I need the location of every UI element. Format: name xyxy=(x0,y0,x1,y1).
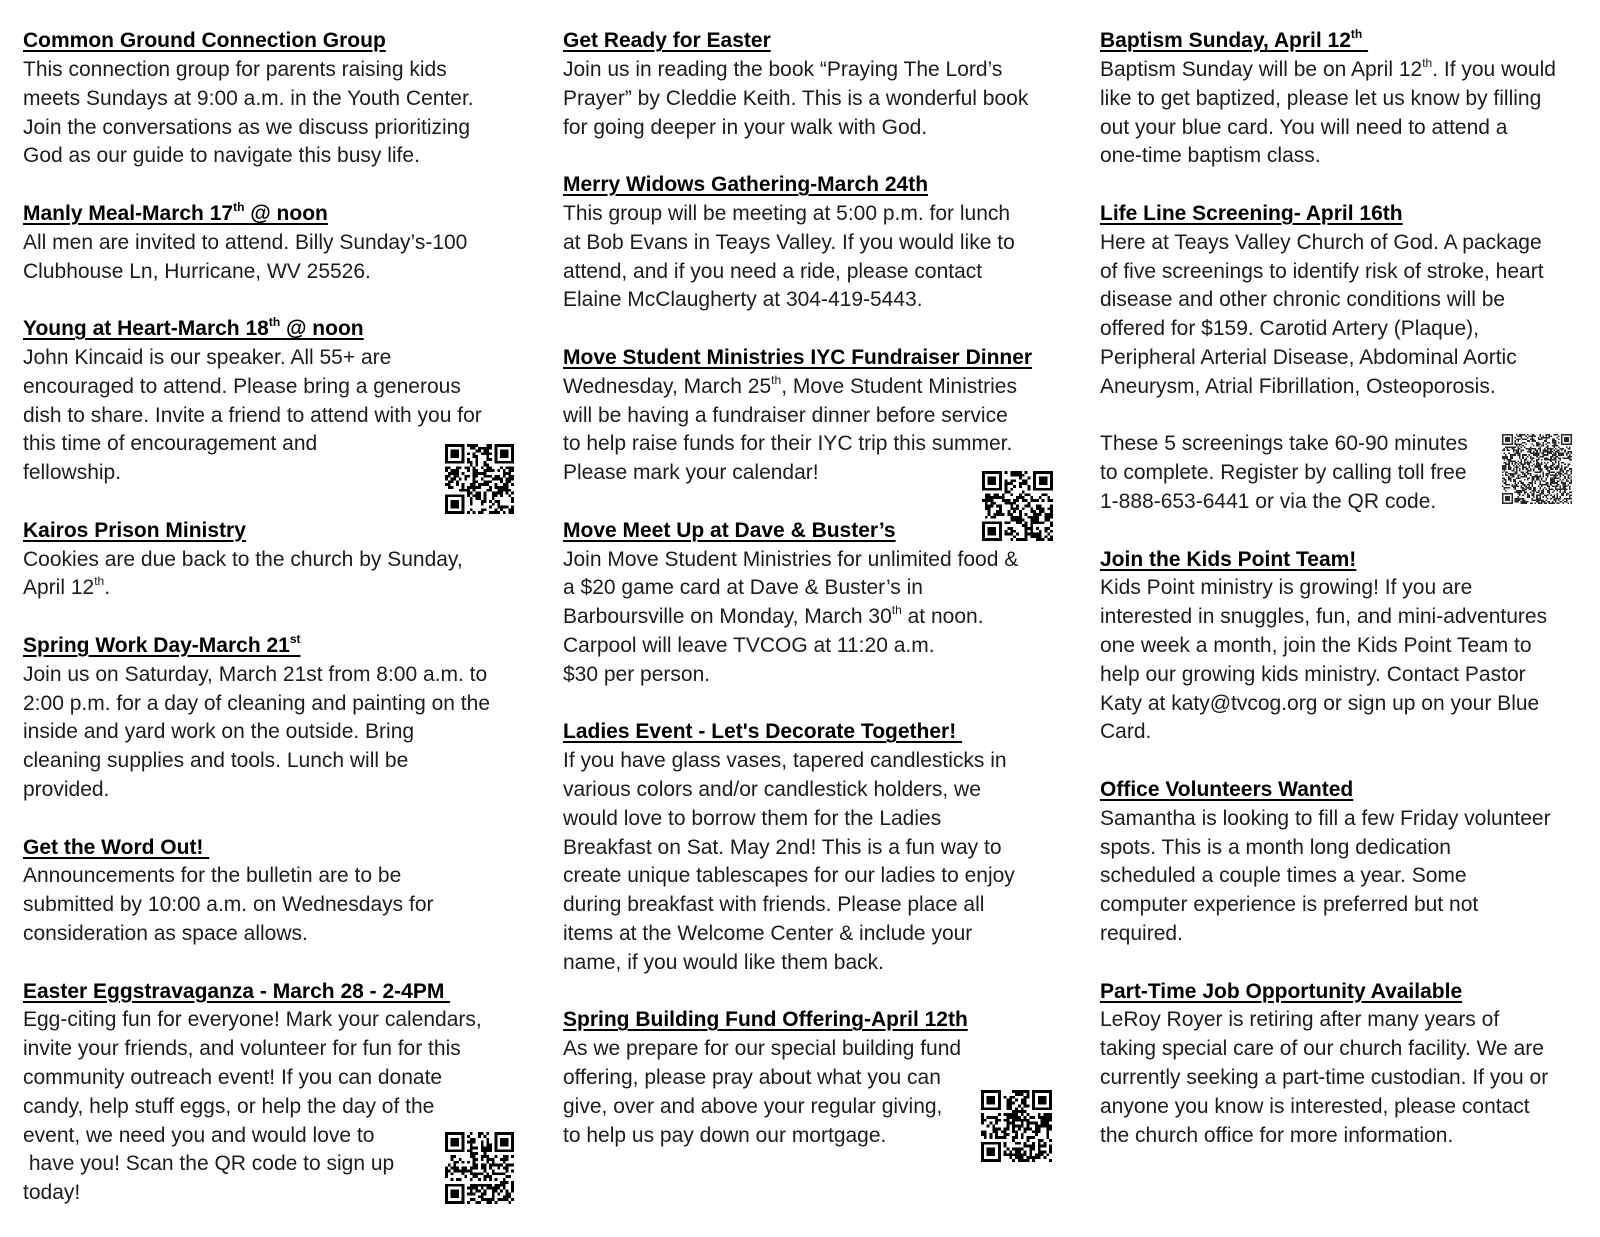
ordinal-suffix: st xyxy=(289,632,301,647)
body-line xyxy=(563,603,1063,632)
body-text: . xyxy=(104,576,111,600)
announcement-kairos xyxy=(23,517,523,603)
body-line: Samantha is looking to fill a few Friday volunteer xyxy=(1100,806,1551,830)
body-line: one-time baptism class. xyxy=(1100,144,1321,168)
title-text: @ noon xyxy=(244,202,328,226)
body-line: If you have glass vases, tapered candlesticks in xyxy=(563,749,1007,773)
section-title: Ladies Event - Let's Decorate Together! xyxy=(563,720,963,744)
announcement-kids-point-team xyxy=(1100,546,1600,748)
section-title xyxy=(23,200,523,229)
body-line: Join us in reading the book “Praying The Lord’s xyxy=(563,58,1003,82)
body-line: inside and yard work on the outside. Bring xyxy=(23,720,415,744)
body-line: of five screenings to identify risk of stroke, heart xyxy=(1100,259,1544,283)
body-line: various colors and/or candlestick holders, we xyxy=(563,778,981,802)
body-line: help our growing kids ministry. Contact Pastor xyxy=(1100,662,1526,686)
body-line: This group will be meeting at 5:00 p.m. for lunch xyxy=(563,202,1011,226)
section-title: Move Meet Up at Dave & Buster’s xyxy=(563,518,896,542)
section-title: Get Ready for Easter xyxy=(563,29,771,53)
announcement-baptism-sunday xyxy=(1100,27,1600,171)
ordinal-suffix: th xyxy=(268,315,281,330)
body-text: . If you would xyxy=(1432,58,1556,82)
body-line: consideration as space allows. xyxy=(23,922,308,945)
body-line: 1-888-653-6441 or via the QR code. xyxy=(1100,490,1437,514)
body-line: submitted by 10:00 a.m. on Wednesdays for xyxy=(23,893,434,917)
body-line: Please mark your calendar! xyxy=(563,461,819,485)
title-text: Manly Meal-March 17 xyxy=(23,202,234,226)
qr-code-icon xyxy=(1502,434,1572,504)
body-line: for going deeper in your walk with God. xyxy=(563,115,928,139)
body-line: 2:00 p.m. for a day of cleaning and painting on the xyxy=(23,691,490,715)
ordinal-suffix: th xyxy=(1350,27,1363,42)
section-title: Part-Time Job Opportunity Available xyxy=(1100,979,1463,1003)
body-line: disease and other chronic conditions will be xyxy=(1100,288,1506,312)
body-line: Here at Teays Valley Church of God. A package xyxy=(1100,230,1542,254)
qr-code-icon xyxy=(981,1090,1052,1162)
ordinal-suffix: th xyxy=(891,603,902,618)
body-line: fellowship. xyxy=(23,461,122,485)
body-line: spots. This is a month long dedication xyxy=(1100,835,1451,859)
section-title: Easter Eggstravaganza - March 28 - 2-4PM xyxy=(23,979,451,1003)
body-line: taking special care of our church facility. We are xyxy=(1100,1037,1544,1061)
body-line: God as our guide to navigate this busy life. xyxy=(23,144,420,168)
qr-code-icon xyxy=(445,1132,514,1204)
body-line: scheduled a couple times a year. Some xyxy=(1100,864,1467,888)
body-line: required. xyxy=(1100,922,1183,945)
body-line: will be having a fundraiser dinner before service xyxy=(563,403,1008,427)
body-line: Carpool will leave TVCOG at 11:20 a.m. xyxy=(563,634,935,658)
announcement-manly-meal xyxy=(23,200,523,286)
body-line: These 5 screenings take 60-90 minutes xyxy=(1100,432,1468,456)
announcement-merry-widows xyxy=(563,171,1063,315)
body-line: Announcements for the bulletin are to be xyxy=(23,864,402,888)
body-line: $30 per person. xyxy=(563,662,711,686)
body-line: create unique tablescapes for our ladies to enjoy xyxy=(563,864,1015,888)
section-title: Life Line Screening- April 16th xyxy=(1100,202,1403,226)
body-line: Prayer” by Cleddie Keith. This is a wonderful book xyxy=(563,86,1029,110)
section-title: Merry Widows Gathering-March 24th xyxy=(563,173,929,197)
body-line: As we prepare for our special building fund xyxy=(563,1037,962,1061)
announcement-iyc-fundraiser-dinner xyxy=(563,344,1063,488)
body-line: computer experience is preferred but not xyxy=(1100,893,1479,917)
body-line: Peripheral Arterial Disease, Abdominal Aortic xyxy=(1100,346,1517,370)
announcement-common-ground xyxy=(23,27,523,171)
column-middle xyxy=(563,27,1063,1150)
body-line: invite your friends, and volunteer for fun for this xyxy=(23,1037,461,1061)
announcement-get-the-word-out xyxy=(23,834,523,949)
body-line: Card. xyxy=(1100,720,1152,744)
announcement-ladies-event xyxy=(563,718,1063,977)
body-line: event, we need you and would love to xyxy=(23,1123,375,1147)
body-line: John Kincaid is our speaker. All 55+ are xyxy=(23,346,392,370)
announcement-office-volunteers xyxy=(1100,776,1600,949)
body-line: to help us pay down our mortgage. xyxy=(563,1123,887,1147)
body-line: to complete. Register by calling toll free xyxy=(1100,461,1467,485)
body-line: items at the Welcome Center & include your xyxy=(563,922,973,945)
column-right xyxy=(1100,27,1600,1150)
body-text: Barboursville on Monday, March 30 xyxy=(563,605,892,629)
announcement-life-line-screening xyxy=(1100,200,1600,402)
section-title xyxy=(23,315,523,344)
announcement-spring-work-day xyxy=(23,632,523,805)
section-title xyxy=(1100,27,1600,56)
announcement-move-meet-up xyxy=(563,517,1063,690)
body-line: cleaning supplies and tools. Lunch will be xyxy=(23,749,409,773)
body-line: interested in snuggles, fun, and mini-adventures xyxy=(1100,605,1548,629)
body-line: Katy at katy@tvcog.org or sign up on your Blue xyxy=(1100,691,1540,715)
ordinal-suffix: th xyxy=(94,574,105,589)
body-line: name, if you would like them back. xyxy=(563,950,884,974)
body-line: community outreach event! If you can donate xyxy=(23,1065,443,1089)
body-text: Wednesday, March 25 xyxy=(563,374,772,398)
body-line: Breakfast on Sat. May 2nd! This is a fun way to xyxy=(563,835,1002,859)
body-line: All men are invited to attend. Billy Sunday’s-100 xyxy=(23,230,468,254)
body-line: candy, help stuff eggs, or help the day of the xyxy=(23,1094,435,1118)
body-line: during breakfast with friends. Please place all xyxy=(563,893,985,917)
body-line: give, over and above your regular giving, xyxy=(563,1094,943,1118)
section-title: Join the Kids Point Team! xyxy=(1100,547,1357,571)
section-title: Common Ground Connection Group xyxy=(23,29,386,53)
body-line: dish to share. Invite a friend to attend with you for xyxy=(23,403,482,427)
body-line: Join us on Saturday, March 21st from 8:00 a.m. to xyxy=(23,662,488,686)
body-line: attend, and if you need a ride, please contact xyxy=(563,259,983,283)
body-line: at Bob Evans in Teays Valley. If you would like to xyxy=(563,230,1015,254)
body-line: Kids Point ministry is growing! If you are xyxy=(1100,576,1473,600)
section-title: Spring Building Fund Offering-April 12th xyxy=(563,1008,968,1032)
body-text: Baptism Sunday will be on April 12 xyxy=(1100,58,1423,82)
section-title: Move Student Ministries IYC Fundraiser Dinner xyxy=(563,346,1033,370)
body-line: Clubhouse Ln, Hurricane, WV 25526. xyxy=(23,259,371,283)
body-line: anyone you know is interested, please contact xyxy=(1100,1094,1530,1118)
body-line: have you! Scan the QR code to sign up xyxy=(23,1152,395,1176)
body-line: offered for $159. Carotid Artery (Plaque), xyxy=(1100,317,1479,341)
title-text: Spring Work Day-March 21 xyxy=(23,634,290,658)
section-title: Office Volunteers Wanted xyxy=(1100,778,1354,802)
body-line xyxy=(23,574,523,603)
ordinal-suffix: th xyxy=(1422,56,1433,71)
ordinal-suffix: th xyxy=(233,200,245,215)
body-line: This connection group for parents raising kids xyxy=(23,58,447,82)
body-line: Aneurysm, Atrial Fibrillation, Osteoporosis. xyxy=(1100,374,1496,398)
body-text: April 12 xyxy=(23,576,95,600)
qr-code-icon xyxy=(982,471,1053,541)
body-line: Join Move Student Ministries for unlimited food & xyxy=(563,547,1019,571)
section-title: Get the Word Out! xyxy=(23,835,210,859)
body-line: LeRoy Royer is retiring after many years of xyxy=(1100,1008,1500,1032)
body-line: provided. xyxy=(23,778,110,802)
announcement-get-ready-for-easter xyxy=(563,27,1063,142)
body-line: Egg-citing fun for everyone! Mark your calendars, xyxy=(23,1008,482,1032)
body-text: , Move Student Ministries xyxy=(781,374,1017,398)
body-line: Join the conversations as we discuss prioritizing xyxy=(23,115,471,139)
body-line: meets Sundays at 9:00 a.m. in the Youth Center. xyxy=(23,86,474,110)
body-text: at noon. xyxy=(901,605,984,629)
body-line xyxy=(563,373,1063,402)
body-line: like to get baptized, please let us know by filling xyxy=(1100,86,1542,110)
body-line: would love to borrow them for the Ladies xyxy=(563,806,942,830)
body-line: encouraged to attend. Please bring a generous xyxy=(23,374,461,398)
body-line: this time of encouragement and xyxy=(23,432,318,456)
body-line: offering, please pray about what you can xyxy=(563,1065,941,1089)
section-title: Kairos Prison Ministry xyxy=(23,518,246,542)
body-line: one week a month, join the Kids Point Team to xyxy=(1100,634,1532,658)
ordinal-suffix: th xyxy=(771,372,782,387)
body-line: out your blue card. You will need to attend a xyxy=(1100,115,1508,139)
title-text: Young at Heart-March 18 xyxy=(23,317,269,341)
body-line: Elaine McClaugherty at 304-419-5443. xyxy=(563,288,923,312)
body-line: today! xyxy=(23,1181,81,1205)
body-line: a $20 game card at Dave & Buster’s in xyxy=(563,576,923,600)
announcement-part-time-job xyxy=(1100,978,1600,1151)
title-text: Baptism Sunday, April 12 xyxy=(1100,29,1351,53)
body-line: to help raise funds for their IYC trip this summer. xyxy=(563,432,1013,456)
body-line: the church office for more information. xyxy=(1100,1123,1454,1147)
body-line: Cookies are due back to the church by Sunday, xyxy=(23,547,463,571)
column-left xyxy=(23,27,523,1208)
qr-code-icon xyxy=(445,444,514,514)
body-line: currently seeking a part-time custodian. If you or xyxy=(1100,1065,1549,1089)
title-text: @ noon xyxy=(280,317,364,341)
section-title xyxy=(23,632,523,661)
title-text xyxy=(1362,29,1368,52)
body-line xyxy=(1100,56,1600,85)
